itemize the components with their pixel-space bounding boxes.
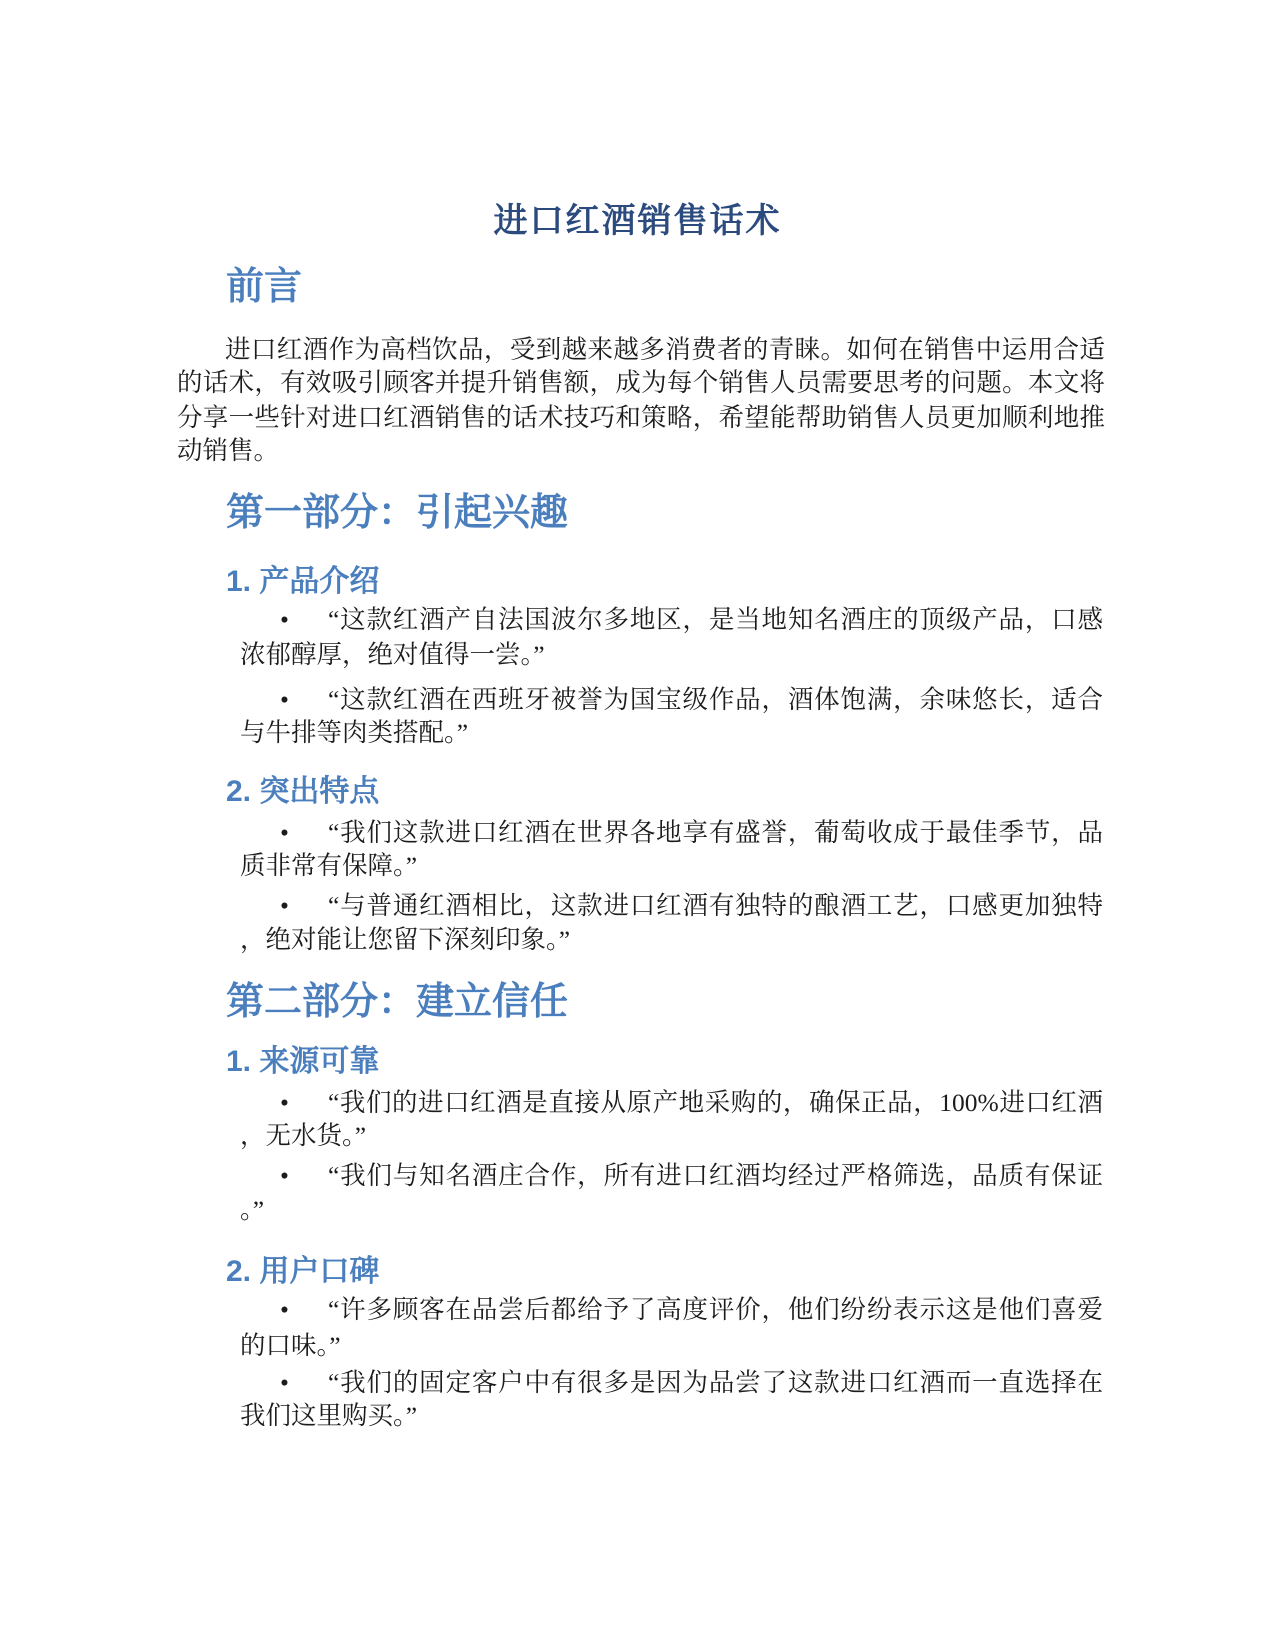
bullet-text: “许多顾客在品尝后都给予了高度评价，他们纷纷表示这是他们喜爱: [328, 1295, 1103, 1324]
bullet-item: [280, 1086, 1103, 1120]
bullet-text-continuation: 的口味。”: [240, 1331, 341, 1360]
section-heading-intro: 前言: [226, 266, 303, 308]
bullet-item: [280, 1159, 1103, 1193]
bullet-text: “我们这款进口红酒在世界各地享有盛誉，葡萄收成于最佳季节，品: [328, 818, 1103, 847]
bullet-text-continuation: 浓郁醇厚，绝对值得一尝。”: [240, 640, 545, 669]
bullet-text: “与普通红酒相比，这款进口红酒有独特的酿酒工艺，口感更加独特: [328, 891, 1103, 920]
intro-line: 的话术，有效吸引顾客并提升销售额，成为每个销售人员需要思考的问题。本文将: [177, 368, 1105, 397]
intro-line: 动销售。: [177, 436, 280, 465]
bullet-text: “这款红酒产自法国波尔多地区，是当地知名酒庄的顶级产品，口感: [328, 605, 1103, 634]
bullet-text-continuation: ，绝对能让您留下深刻印象。”: [240, 925, 571, 954]
bullet-text: “我们与知名酒庄合作，所有进口红酒均经过严格筛选，品质有保证: [328, 1161, 1103, 1190]
section-heading-part1: 第一部分：引起兴趣: [226, 492, 569, 534]
bullet-text-continuation: ，无水货。”: [240, 1121, 367, 1150]
bullet-text: “我们的固定客户中有很多是因为品尝了这款进口红酒而一直选择在: [328, 1368, 1103, 1397]
subsection-heading: 1. 产品介绍: [226, 565, 380, 598]
bullet-marker: •: [280, 685, 289, 714]
intro-line: 进口红酒作为高档饮品，受到越来越多消费者的青睐。如何在销售中运用合适: [225, 335, 1105, 364]
section-heading-part2: 第二部分：建立信任: [226, 981, 569, 1023]
bullet-marker: •: [280, 605, 289, 634]
bullet-marker: •: [280, 1295, 289, 1324]
bullet-item: [280, 683, 1103, 717]
intro-line: 分享一些针对进口红酒销售的话术技巧和策略，希望能帮助销售人员更加顺利地推: [177, 403, 1105, 432]
bullet-marker: •: [280, 891, 289, 920]
subsection-heading: 2. 突出特点: [226, 775, 380, 808]
bullet-marker: •: [280, 1161, 289, 1190]
bullet-item: [280, 1293, 1103, 1327]
bullet-item: [280, 1366, 1103, 1400]
bullet-text-continuation: 我们这里购买。”: [240, 1401, 418, 1430]
subsection-heading: 1. 来源可靠: [226, 1045, 380, 1078]
bullet-text: “这款红酒在西班牙被誉为国宝级作品，酒体饱满，余味悠长，适合: [328, 685, 1103, 714]
subsection-heading: 2. 用户口碑: [226, 1255, 380, 1288]
bullet-item: [280, 889, 1103, 923]
bullet-text-continuation: 。”: [240, 1195, 265, 1224]
bullet-text-continuation: 与牛排等肉类搭配。”: [240, 718, 469, 747]
bullet-text: “我们的进口红酒是直接从原产地采购的，确保正品，100%进口红酒: [328, 1088, 1103, 1117]
bullet-marker: •: [280, 1088, 289, 1117]
bullet-marker: •: [280, 818, 289, 847]
document-title: 进口红酒销售话术: [493, 202, 782, 240]
bullet-item: [280, 603, 1103, 637]
bullet-item: [280, 816, 1103, 850]
bullet-marker: •: [280, 1368, 289, 1397]
bullet-text-continuation: 质非常有保障。”: [240, 851, 418, 880]
